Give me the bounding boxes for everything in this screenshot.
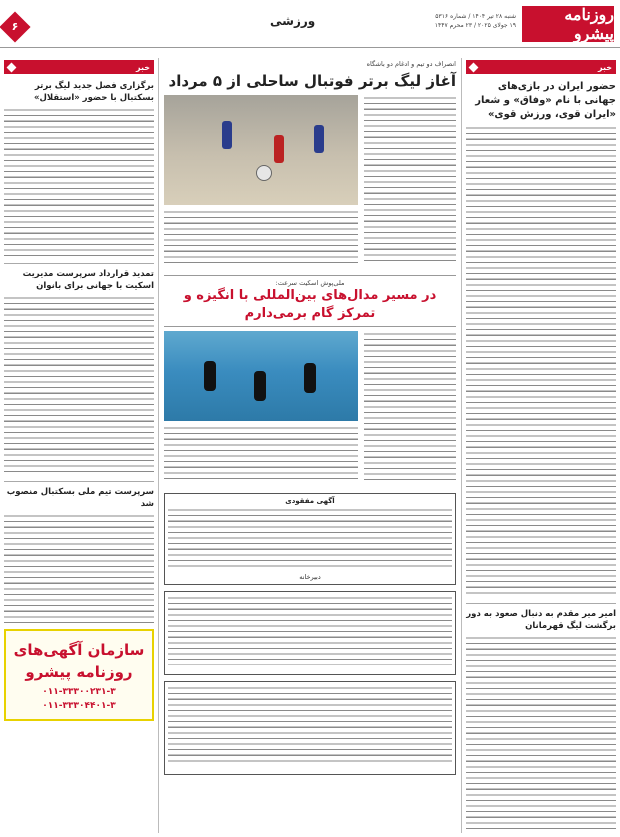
news-section-header bbox=[466, 60, 616, 74]
legal-notice bbox=[164, 591, 456, 675]
article-body bbox=[4, 513, 154, 623]
diamond-icon bbox=[7, 62, 17, 72]
news-section-label: خبر bbox=[135, 62, 150, 72]
notice-body bbox=[168, 595, 452, 665]
article-headline[interactable]: امیر میر مقدم به دنبال صعود به دور برگشت لیگ قهرمانان bbox=[466, 609, 616, 631]
article-body bbox=[364, 95, 456, 263]
player-figure bbox=[222, 121, 232, 149]
article-body bbox=[466, 125, 616, 597]
legal-notice bbox=[164, 681, 456, 775]
player-figure bbox=[314, 125, 324, 153]
skating-headline[interactable]: در مسیر مدال‌های بین‌المللی با انگیزه و تمرکز گام برمی‌دارم bbox=[183, 288, 437, 321]
photo-group bbox=[164, 95, 358, 269]
separator bbox=[466, 603, 616, 604]
issue-info bbox=[435, 12, 516, 30]
middle-column bbox=[164, 60, 456, 775]
skating-photo bbox=[164, 331, 358, 421]
separator bbox=[4, 481, 154, 482]
skating-article bbox=[164, 331, 456, 487]
article-headline[interactable]: برگزاری فصل جدید لیگ برتر بسکتبال با حضور «استقلال» bbox=[34, 81, 154, 103]
skater-figure bbox=[254, 371, 266, 401]
newspaper-logo[interactable]: روزنامه پیشرو bbox=[522, 6, 614, 42]
article-text bbox=[364, 95, 456, 269]
column-divider bbox=[158, 58, 159, 833]
article-text bbox=[364, 331, 456, 487]
advertisement-box[interactable] bbox=[4, 629, 154, 721]
main-headline[interactable]: آغاز لیگ برتر فوتبال ساحلی از ۵ مرداد bbox=[168, 72, 456, 90]
page-number-badge bbox=[0, 11, 31, 42]
separator bbox=[4, 263, 154, 264]
legal-notice bbox=[164, 493, 456, 585]
diamond-icon bbox=[469, 62, 479, 72]
issue-date-alt: ۱۹ جولای ۲۰۲۵ / ۲۳ محرم ۱۴۴۷ bbox=[434, 22, 516, 29]
article-headline[interactable]: تمدید قرارداد سرپرست مدیریت اسکیت با جهانی برای بانوان bbox=[22, 269, 154, 291]
page-number: ۶ bbox=[11, 20, 19, 33]
masthead bbox=[0, 0, 620, 48]
player-figure bbox=[274, 135, 284, 163]
article-body bbox=[466, 635, 616, 833]
beach-soccer-article bbox=[164, 95, 456, 269]
ad-phone: ۰۱۱-۳۳۳۰۴۴۰۱-۳ bbox=[42, 701, 116, 711]
column-divider bbox=[461, 58, 462, 833]
notice-signature: دبیرخانه bbox=[299, 573, 321, 581]
article-body bbox=[4, 295, 154, 475]
skating-headline-bar bbox=[164, 275, 456, 327]
article-body bbox=[4, 107, 154, 257]
article-body bbox=[164, 425, 358, 481]
news-section-label: خبر bbox=[597, 62, 612, 72]
right-column bbox=[466, 60, 616, 837]
article-headline[interactable]: سرپرست تیم ملی بسکتبال منصوب شد bbox=[6, 487, 154, 509]
ad-phone: ۰۱۱-۳۳۳۰۰۲۳۱-۳ bbox=[42, 687, 116, 697]
ad-title: سازمان آگهی‌های روزنامه پیشرو bbox=[13, 641, 145, 681]
ball-icon bbox=[256, 165, 272, 181]
banner-kicker: ملی‌پوش اسکیت سرعت: bbox=[275, 279, 345, 287]
news-section-header bbox=[4, 60, 154, 74]
article-headline[interactable]: حضور ایران در بازی‌های جهانی با نام «وفاق» و شعار «ایران قوی، ورزش قوی» bbox=[475, 81, 616, 120]
section-title: ورزشی bbox=[270, 14, 316, 28]
article-kicker: انصراف دو تیم و ادغام دو باشگاه bbox=[366, 60, 456, 68]
left-column bbox=[4, 60, 154, 721]
notice-body bbox=[168, 507, 452, 567]
article-body bbox=[364, 331, 456, 481]
beach-soccer-photo bbox=[164, 95, 358, 205]
skater-figure bbox=[204, 361, 216, 391]
notice-title: آگهی مفقودی bbox=[285, 497, 335, 505]
photo-group bbox=[164, 331, 358, 487]
skater-figure bbox=[304, 363, 316, 393]
issue-date: شنبه ۲۸ تیر ۱۴۰۴ / شماره ۵۳۱۶ bbox=[435, 13, 516, 20]
team-list bbox=[164, 209, 358, 263]
notice-body bbox=[168, 685, 452, 765]
